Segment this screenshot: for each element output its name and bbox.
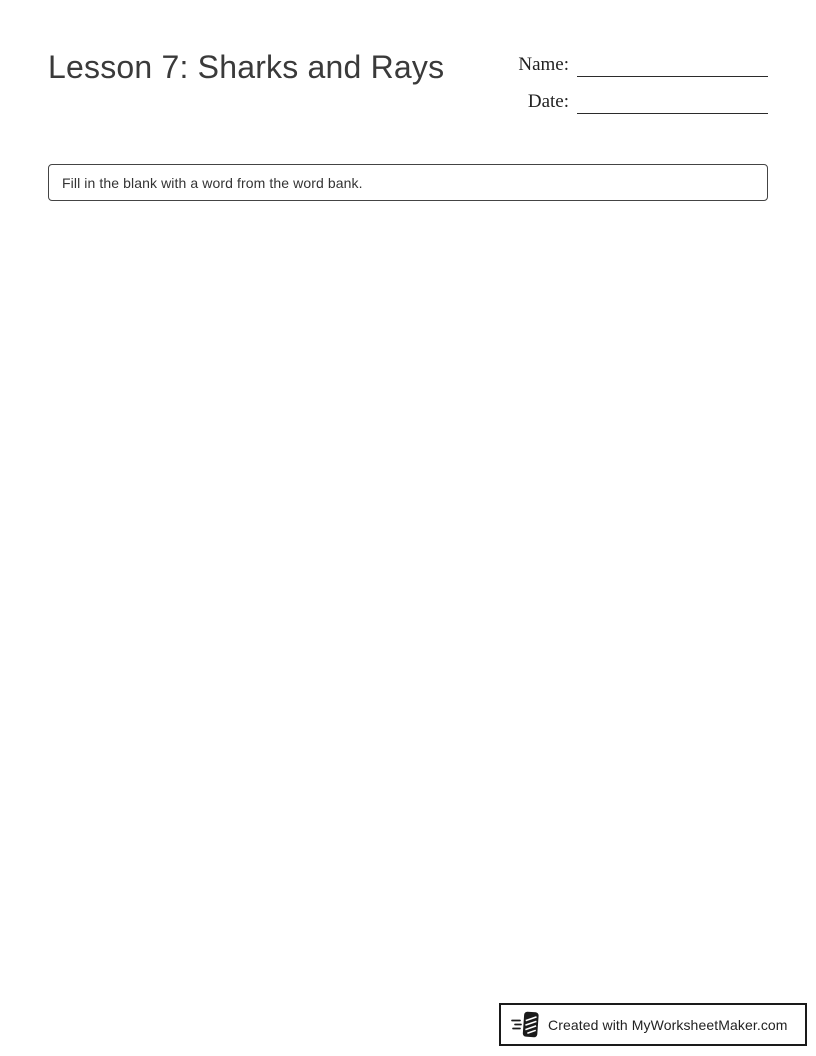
date-field-row <box>518 90 768 114</box>
date-label: Date: <box>527 91 569 112</box>
header-fields <box>518 53 768 127</box>
credit-text: Created with MyWorksheetMaker.com <box>548 1016 788 1033</box>
date-blank-line <box>577 92 768 114</box>
worksheet-maker-logo-icon <box>511 1009 541 1040</box>
name-field-row <box>518 53 768 77</box>
instructions-text: Fill in the blank with a word from the word bank. <box>62 174 363 191</box>
worksheet-title: Lesson 7: Sharks and Rays <box>48 49 445 85</box>
instructions-box <box>48 164 768 201</box>
name-label: Name: <box>518 54 569 75</box>
credit-badge[interactable] <box>499 1003 807 1046</box>
name-blank-line <box>577 55 768 77</box>
